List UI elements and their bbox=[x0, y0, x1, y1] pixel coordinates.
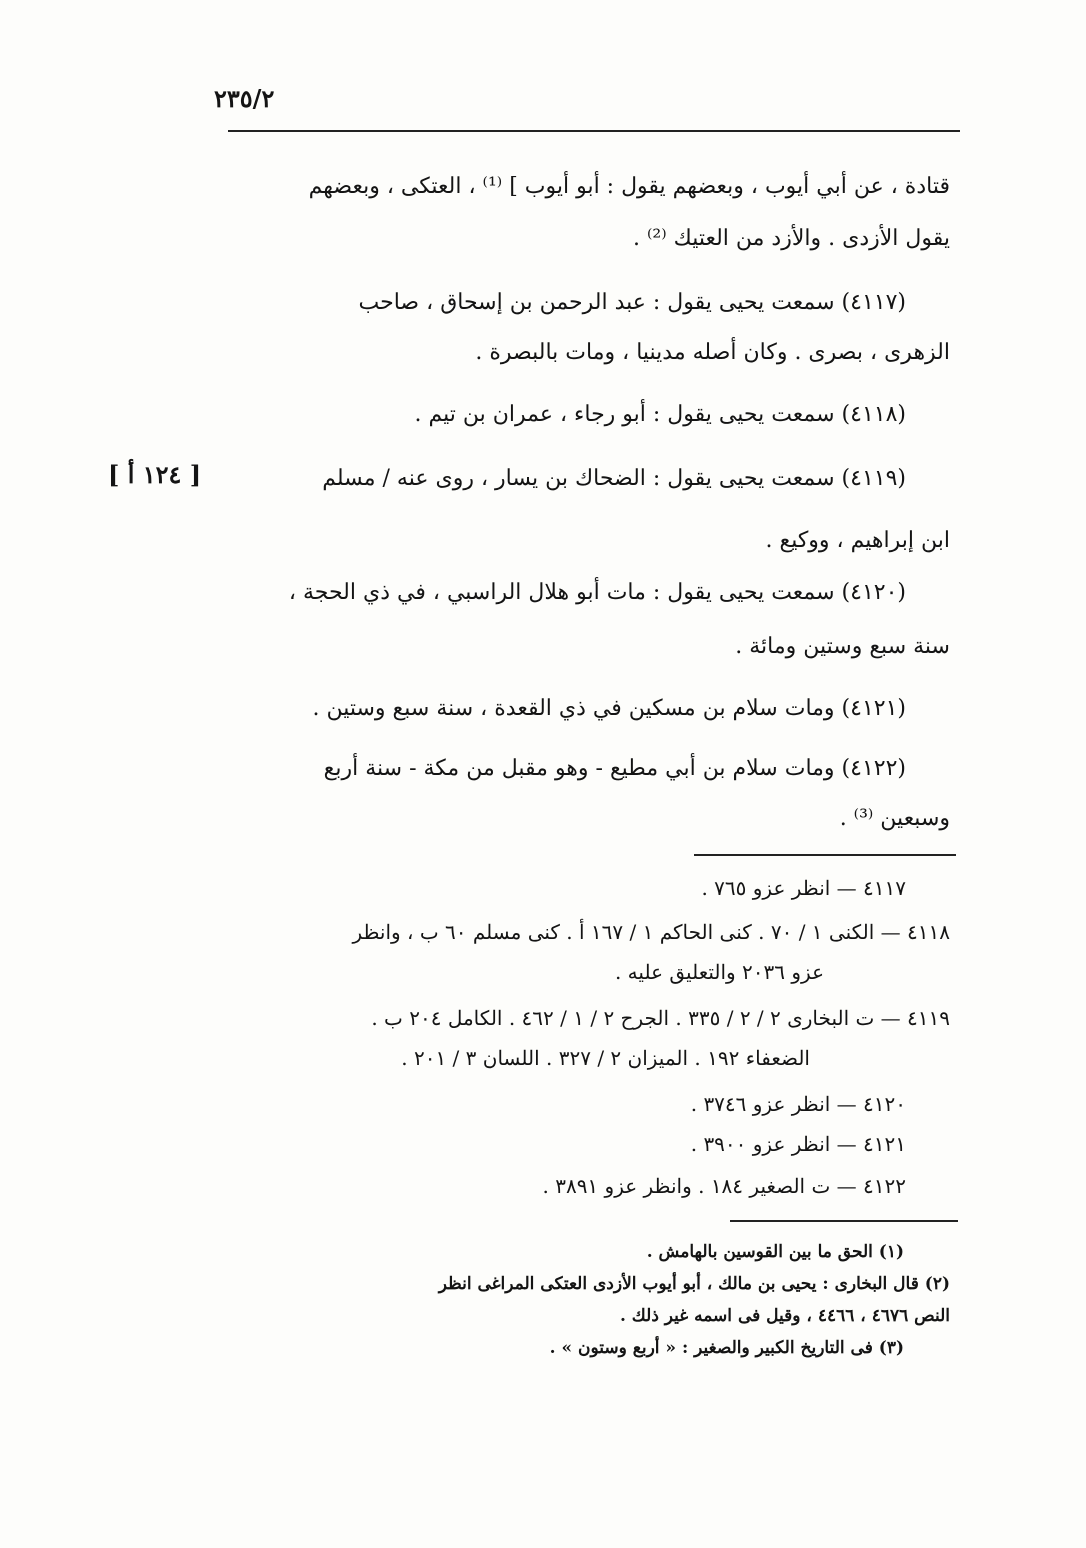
footnote: (٣) فى التاريخ الكبير والصغير : « أربع وستون » . bbox=[549, 1338, 904, 1358]
reference-line: ٤١١٧ — انظر عزو ٧٦٥ . bbox=[701, 876, 906, 900]
footnote: (٢) قال البخارى : يحيى بن مالك ، أبو أيوب الأزدى العتكى المراغى انظر bbox=[438, 1274, 950, 1294]
reference-line: ٤١١٩ — ت البخارى ٢ / ٢ / ٣٣٥ . الجرح ٢ / ١ / ٤٦٢ . الكامل ٢٠٤ ب . bbox=[371, 1006, 950, 1030]
margin-manuscript-ref: [ ١٢٤ أ ] bbox=[108, 460, 202, 489]
reference-line: ٤١٢٠ — انظر عزو ٣٧٤٦ . bbox=[690, 1092, 906, 1116]
entry-4118: (٤١١٨) سمعت يحيى يقول : أبو رجاء ، عمران بن تيم . bbox=[414, 402, 906, 427]
reference-line: ٤١٢٢ — ت الصغير ١٨٤ . وانظر عزو ٣٨٩١ . bbox=[542, 1174, 906, 1198]
body-line: ابن إبراهيم ، ووكيع . bbox=[765, 528, 950, 553]
entry-4117: (٤١١٧) سمعت يحيى يقول : عبد الرحمن بن إسحاق ، صاحب bbox=[358, 290, 906, 315]
reference-line: ٤١١٨ — الكنى ١ / ٧٠ . كنى الحاكم ١ / ١٦٧ أ . كنى مسلم ٦٠ ب ، وانظر bbox=[352, 920, 950, 944]
footnote: النص ٤٦٧٦ ، ٤٤٦٦ ، وقيل فى اسمه غير ذلك . bbox=[619, 1306, 950, 1326]
entry-4121: (٤١٢١) ومات سلام بن مسكين في ذي القعدة ، سنة سبع وستين . bbox=[312, 696, 906, 721]
body-line: الزهرى ، بصرى . وكان أصله مدينيا ، ومات بالبصرة . bbox=[475, 340, 950, 365]
reference-line: ٤١٢١ — انظر عزو ٣٩٠٠ . bbox=[690, 1132, 906, 1156]
entry-4119: (٤١١٩) سمعت يحيى يقول : الضحاك بن يسار ، روى عنه / مسلم bbox=[322, 466, 906, 491]
reference-line: عزو ٢٠٣٦ والتعليق عليه . bbox=[614, 960, 824, 984]
page-number: ٢٣٥/٢ bbox=[214, 84, 275, 113]
references-rule bbox=[694, 854, 956, 856]
reference-line: الضعفاء ١٩٢ . الميزان ٢ / ٣٢٧ . اللسان ٣ / ٢٠١ . bbox=[401, 1046, 810, 1070]
body-line: يقول الأزدى . والأزد من العتيك ⁽²⁾ . bbox=[633, 226, 950, 251]
body-line: وسبعين ⁽³⁾ . bbox=[839, 806, 950, 831]
footnotes-rule bbox=[730, 1220, 958, 1222]
entry-4120: (٤١٢٠) سمعت يحيى يقول : مات أبو هلال الراسبي ، في ذي الحجة ، bbox=[288, 580, 906, 605]
body-line: قتادة ، عن أبي أيوب ، وبعضهم يقول : أبو أيوب ] ⁽¹⁾ ، العتكى ، وبعضهم bbox=[308, 174, 950, 199]
footnote: (١) الحق ما بين القوسين بالهامش . bbox=[646, 1242, 904, 1262]
body-line: سنة سبع وستين ومائة . bbox=[735, 634, 950, 659]
header-rule bbox=[228, 130, 960, 132]
entry-4122: (٤١٢٢) ومات سلام بن أبي مطيع - وهو مقبل من مكة - سنة أربع bbox=[323, 756, 906, 781]
